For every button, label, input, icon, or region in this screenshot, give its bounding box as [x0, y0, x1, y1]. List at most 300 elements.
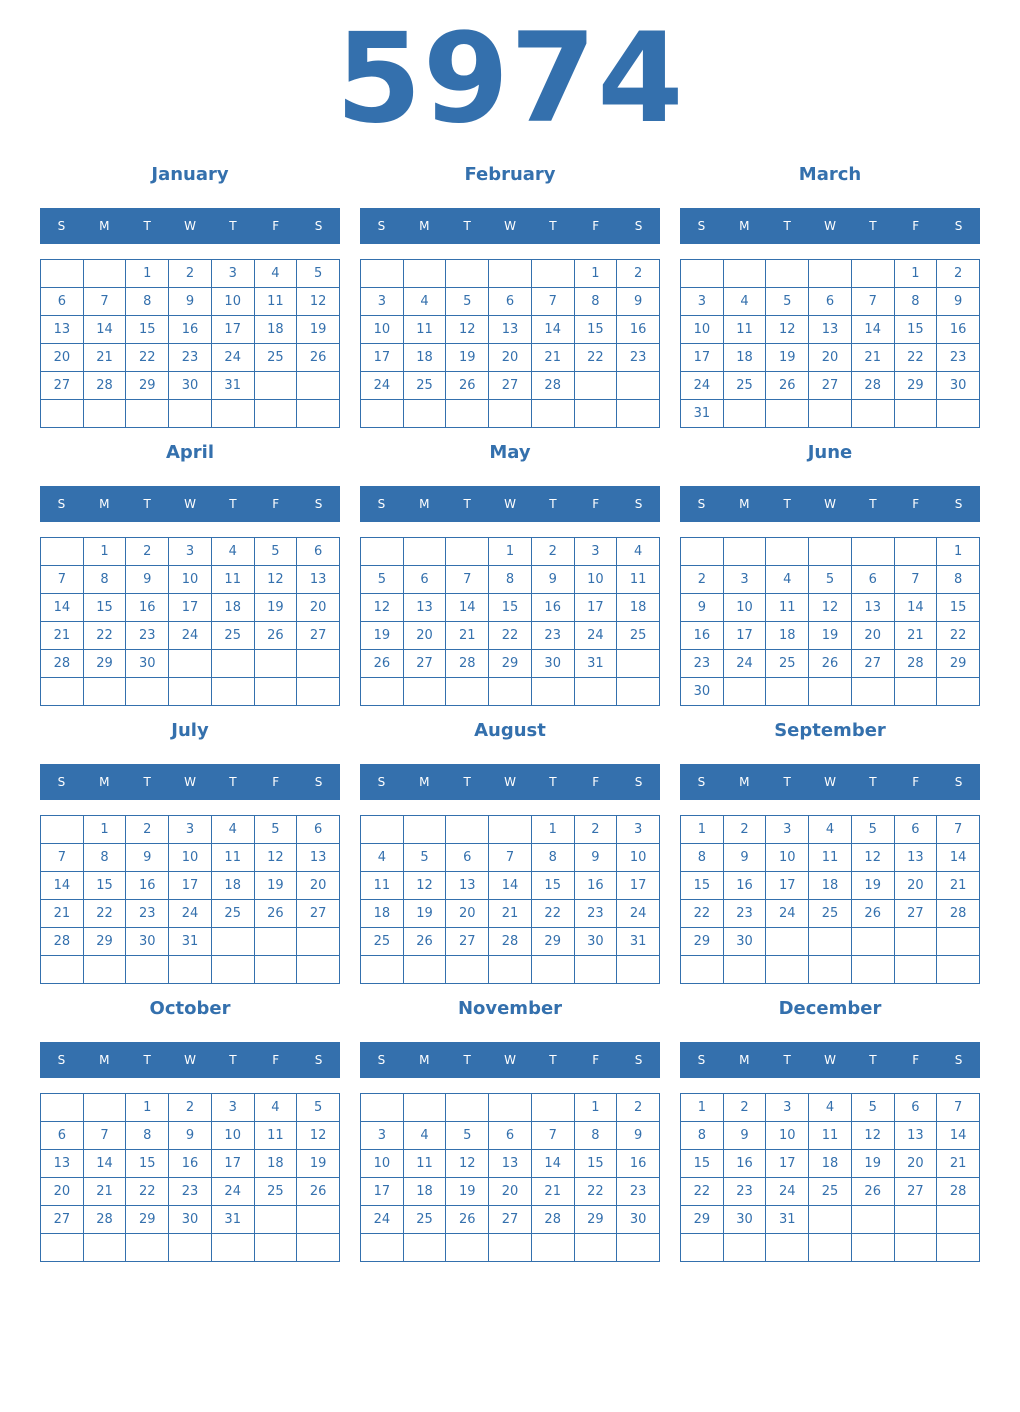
day-cell: 9 [617, 288, 660, 316]
empty-cell [617, 650, 660, 678]
day-cell: 19 [297, 1150, 340, 1178]
day-cell: 15 [575, 1150, 618, 1178]
empty-cell [297, 678, 340, 706]
day-cell: 25 [766, 650, 809, 678]
month-name: October [149, 998, 231, 1019]
weekday-label: W [824, 1053, 836, 1067]
day-cell: 2 [126, 538, 169, 566]
day-cell: 5 [255, 538, 298, 566]
day-cell: 26 [255, 900, 298, 928]
day-cell: 21 [84, 1178, 127, 1206]
day-cell: 6 [895, 1094, 938, 1122]
day-cell: 17 [575, 594, 618, 622]
month-name: September [774, 720, 886, 741]
empty-cell [766, 400, 809, 428]
day-cell: 9 [575, 844, 618, 872]
day-cell: 4 [809, 816, 852, 844]
month-name: February [464, 164, 556, 185]
weekday-label: W [504, 775, 516, 789]
weekday-label: S [954, 497, 963, 511]
empty-cell [361, 1234, 404, 1262]
day-cell: 10 [766, 1122, 809, 1150]
day-cell: 24 [766, 900, 809, 928]
empty-cell [212, 650, 255, 678]
empty-cell [212, 400, 255, 428]
day-cell: 5 [404, 844, 447, 872]
empty-cell [212, 928, 255, 956]
weekday-label: W [824, 497, 836, 511]
day-cell: 13 [809, 316, 852, 344]
day-cell: 24 [361, 372, 404, 400]
month-name: December [778, 998, 882, 1019]
empty-cell [766, 260, 809, 288]
weekday-label: T [229, 775, 237, 789]
day-cell: 15 [84, 594, 127, 622]
weekday-label: M [419, 1053, 430, 1067]
empty-cell [169, 956, 212, 984]
day-cell: 5 [766, 288, 809, 316]
day-cell: 29 [575, 1206, 618, 1234]
day-cell: 18 [212, 872, 255, 900]
empty-cell [255, 372, 298, 400]
day-cell: 28 [41, 928, 84, 956]
day-cell: 14 [532, 1150, 575, 1178]
day-cell: 23 [937, 344, 980, 372]
empty-cell [446, 956, 489, 984]
weekday-header [40, 208, 340, 244]
day-cell: 8 [489, 566, 532, 594]
day-cell: 1 [575, 1094, 618, 1122]
day-cell: 15 [84, 872, 127, 900]
weekday-label: F [272, 775, 280, 789]
day-cell: 15 [489, 594, 532, 622]
weekday-label: F [272, 497, 280, 511]
day-cell: 17 [681, 344, 724, 372]
day-cell: 10 [169, 844, 212, 872]
empty-cell [361, 678, 404, 706]
day-cell: 25 [361, 928, 404, 956]
day-cell: 12 [297, 288, 340, 316]
day-cell: 30 [681, 678, 724, 706]
year-title: 5974 [335, 7, 685, 151]
day-cell: 25 [212, 900, 255, 928]
day-cell: 2 [126, 816, 169, 844]
day-cell: 21 [446, 622, 489, 650]
day-cell: 3 [212, 1094, 255, 1122]
day-cell: 27 [895, 1178, 938, 1206]
month-name: January [151, 164, 229, 185]
weekday-label: T [783, 775, 791, 789]
day-cell: 22 [489, 622, 532, 650]
empty-cell [852, 1206, 895, 1234]
empty-cell [41, 816, 84, 844]
empty-cell [361, 816, 404, 844]
day-cell: 2 [724, 816, 767, 844]
empty-cell [297, 1234, 340, 1262]
day-cell: 24 [361, 1206, 404, 1234]
day-cell: 8 [575, 288, 618, 316]
weekday-label: S [314, 1053, 323, 1067]
day-cell: 23 [532, 622, 575, 650]
weekday-label: S [57, 219, 66, 233]
weekday-header [360, 764, 660, 800]
weekday-header [40, 486, 340, 522]
day-cell: 7 [41, 566, 84, 594]
empty-cell [489, 260, 532, 288]
day-cell: 8 [84, 844, 127, 872]
empty-cell [126, 400, 169, 428]
day-cell: 22 [84, 900, 127, 928]
month-name: August [474, 720, 546, 741]
day-cell: 28 [937, 900, 980, 928]
day-cell: 28 [446, 650, 489, 678]
day-cell: 13 [446, 872, 489, 900]
empty-cell [489, 956, 532, 984]
empty-cell [766, 956, 809, 984]
day-cell: 5 [852, 1094, 895, 1122]
empty-cell [766, 928, 809, 956]
day-cell: 10 [169, 566, 212, 594]
day-cell: 10 [212, 288, 255, 316]
weekday-label: T [869, 219, 877, 233]
weekday-label: M [419, 497, 430, 511]
day-cell: 6 [489, 288, 532, 316]
day-cell: 31 [169, 928, 212, 956]
day-cell: 27 [297, 622, 340, 650]
day-cell: 16 [575, 872, 618, 900]
day-cell: 18 [809, 1150, 852, 1178]
day-cell: 28 [532, 372, 575, 400]
day-cell: 11 [724, 316, 767, 344]
day-cell: 2 [724, 1094, 767, 1122]
empty-cell [681, 260, 724, 288]
day-cell: 15 [126, 316, 169, 344]
day-cell: 7 [895, 566, 938, 594]
day-cell: 21 [937, 1150, 980, 1178]
day-cell: 31 [681, 400, 724, 428]
day-cell: 16 [724, 872, 767, 900]
day-cell: 23 [169, 1178, 212, 1206]
day-cell: 3 [724, 566, 767, 594]
day-cell: 20 [489, 1178, 532, 1206]
day-cell: 20 [852, 622, 895, 650]
weekday-label: S [697, 775, 706, 789]
weekday-label: T [549, 497, 557, 511]
day-cell: 28 [532, 1206, 575, 1234]
empty-cell [255, 928, 298, 956]
day-cell: 14 [937, 844, 980, 872]
day-cell: 19 [404, 900, 447, 928]
weekday-label: S [954, 775, 963, 789]
day-cell: 27 [809, 372, 852, 400]
day-cell: 29 [681, 928, 724, 956]
day-grid [40, 815, 340, 984]
day-cell: 16 [126, 872, 169, 900]
empty-cell [937, 678, 980, 706]
day-cell: 29 [84, 928, 127, 956]
day-cell: 22 [84, 622, 127, 650]
day-grid [360, 815, 660, 984]
month-name: May [489, 442, 531, 463]
day-cell: 13 [297, 566, 340, 594]
empty-cell [617, 1234, 660, 1262]
weekday-label: T [869, 497, 877, 511]
day-cell: 12 [766, 316, 809, 344]
day-cell: 11 [255, 1122, 298, 1150]
day-cell: 16 [617, 1150, 660, 1178]
day-cell: 3 [766, 1094, 809, 1122]
empty-cell [361, 400, 404, 428]
day-cell: 22 [575, 1178, 618, 1206]
month-name: April [165, 442, 215, 463]
weekday-header [360, 486, 660, 522]
empty-cell [617, 400, 660, 428]
day-cell: 30 [126, 650, 169, 678]
weekday-label: T [783, 219, 791, 233]
day-cell: 12 [852, 844, 895, 872]
day-cell: 24 [724, 650, 767, 678]
empty-cell [446, 400, 489, 428]
day-cell: 15 [681, 1150, 724, 1178]
day-cell: 11 [809, 844, 852, 872]
day-cell: 15 [895, 316, 938, 344]
day-cell: 26 [852, 900, 895, 928]
empty-cell [724, 1234, 767, 1262]
empty-cell [446, 1234, 489, 1262]
empty-cell [84, 400, 127, 428]
empty-cell [404, 1094, 447, 1122]
day-cell: 15 [575, 316, 618, 344]
weekday-label: S [634, 497, 643, 511]
weekday-label: T [549, 219, 557, 233]
day-cell: 5 [361, 566, 404, 594]
empty-cell [724, 400, 767, 428]
empty-cell [532, 1094, 575, 1122]
day-cell: 20 [41, 344, 84, 372]
empty-cell [681, 1234, 724, 1262]
day-cell: 16 [169, 316, 212, 344]
weekday-label: F [912, 1053, 920, 1067]
day-cell: 21 [532, 344, 575, 372]
day-cell: 23 [617, 1178, 660, 1206]
weekday-label: T [549, 1053, 557, 1067]
day-cell: 26 [404, 928, 447, 956]
day-cell: 20 [297, 594, 340, 622]
empty-cell [41, 538, 84, 566]
empty-cell [84, 956, 127, 984]
day-cell: 23 [724, 1178, 767, 1206]
day-cell: 31 [575, 650, 618, 678]
empty-cell [575, 372, 618, 400]
day-cell: 29 [895, 372, 938, 400]
weekday-header [680, 1042, 980, 1078]
weekday-label: S [634, 1053, 643, 1067]
day-cell: 13 [404, 594, 447, 622]
day-grid [680, 537, 980, 706]
empty-cell [724, 956, 767, 984]
day-cell: 29 [681, 1206, 724, 1234]
day-cell: 24 [575, 622, 618, 650]
day-cell: 6 [852, 566, 895, 594]
day-grid [40, 259, 340, 428]
day-cell: 24 [766, 1178, 809, 1206]
day-cell: 14 [84, 1150, 127, 1178]
day-cell: 3 [681, 288, 724, 316]
weekday-label: S [57, 497, 66, 511]
day-cell: 17 [361, 1178, 404, 1206]
weekday-label: T [463, 497, 471, 511]
day-cell: 16 [724, 1150, 767, 1178]
weekday-label: T [229, 1053, 237, 1067]
weekday-label: T [143, 219, 151, 233]
day-cell: 4 [361, 844, 404, 872]
day-cell: 19 [361, 622, 404, 650]
empty-cell [255, 678, 298, 706]
day-cell: 19 [255, 872, 298, 900]
day-cell: 24 [212, 1178, 255, 1206]
empty-cell [575, 400, 618, 428]
day-cell: 18 [404, 1178, 447, 1206]
day-cell: 6 [895, 816, 938, 844]
weekday-header [40, 764, 340, 800]
day-cell: 17 [212, 316, 255, 344]
day-cell: 7 [41, 844, 84, 872]
day-cell: 4 [255, 260, 298, 288]
empty-cell [724, 260, 767, 288]
day-cell: 24 [617, 900, 660, 928]
day-cell: 16 [126, 594, 169, 622]
day-cell: 20 [809, 344, 852, 372]
day-cell: 17 [361, 344, 404, 372]
day-cell: 6 [446, 844, 489, 872]
empty-cell [361, 956, 404, 984]
day-cell: 24 [169, 622, 212, 650]
day-cell: 4 [766, 566, 809, 594]
day-cell: 18 [212, 594, 255, 622]
day-cell: 28 [41, 650, 84, 678]
day-cell: 19 [766, 344, 809, 372]
day-cell: 1 [84, 816, 127, 844]
day-cell: 12 [255, 844, 298, 872]
weekday-label: S [954, 219, 963, 233]
day-cell: 6 [404, 566, 447, 594]
day-cell: 13 [41, 1150, 84, 1178]
empty-cell [404, 678, 447, 706]
weekday-label: M [419, 219, 430, 233]
empty-cell [617, 372, 660, 400]
day-cell: 28 [489, 928, 532, 956]
empty-cell [361, 538, 404, 566]
day-cell: 4 [809, 1094, 852, 1122]
empty-cell [617, 956, 660, 984]
day-cell: 26 [852, 1178, 895, 1206]
day-cell: 5 [297, 1094, 340, 1122]
day-cell: 9 [617, 1122, 660, 1150]
day-cell: 2 [575, 816, 618, 844]
empty-cell [489, 816, 532, 844]
day-cell: 28 [84, 1206, 127, 1234]
day-cell: 26 [255, 622, 298, 650]
weekday-label: S [314, 497, 323, 511]
day-cell: 24 [681, 372, 724, 400]
weekday-label: T [463, 775, 471, 789]
empty-cell [41, 400, 84, 428]
weekday-label: S [697, 1053, 706, 1067]
weekday-label: M [419, 775, 430, 789]
weekday-label: F [592, 1053, 600, 1067]
day-cell: 6 [41, 288, 84, 316]
empty-cell [617, 678, 660, 706]
day-cell: 22 [895, 344, 938, 372]
day-cell: 14 [41, 594, 84, 622]
empty-cell [532, 260, 575, 288]
day-cell: 12 [852, 1122, 895, 1150]
empty-cell [169, 1234, 212, 1262]
empty-cell [41, 678, 84, 706]
weekday-label: S [377, 497, 386, 511]
day-cell: 9 [126, 844, 169, 872]
day-cell: 29 [937, 650, 980, 678]
empty-cell [446, 1094, 489, 1122]
day-cell: 14 [852, 316, 895, 344]
month-name: March [798, 164, 862, 185]
day-cell: 17 [169, 594, 212, 622]
day-cell: 13 [297, 844, 340, 872]
day-cell: 17 [766, 1150, 809, 1178]
weekday-label: W [504, 497, 516, 511]
weekday-label: T [463, 219, 471, 233]
empty-cell [895, 1234, 938, 1262]
day-grid [360, 1093, 660, 1262]
day-cell: 4 [255, 1094, 298, 1122]
day-cell: 9 [724, 1122, 767, 1150]
day-cell: 18 [766, 622, 809, 650]
day-grid [360, 537, 660, 706]
day-cell: 8 [895, 288, 938, 316]
day-cell: 10 [766, 844, 809, 872]
day-cell: 2 [937, 260, 980, 288]
day-cell: 24 [169, 900, 212, 928]
weekday-label: F [592, 497, 600, 511]
empty-cell [575, 956, 618, 984]
day-cell: 1 [489, 538, 532, 566]
empty-cell [212, 1234, 255, 1262]
day-cell: 6 [489, 1122, 532, 1150]
empty-cell [297, 928, 340, 956]
weekday-label: S [697, 219, 706, 233]
empty-cell [809, 400, 852, 428]
day-cell: 20 [895, 1150, 938, 1178]
day-cell: 13 [41, 316, 84, 344]
day-cell: 11 [212, 844, 255, 872]
weekday-label: W [184, 775, 196, 789]
empty-cell [852, 400, 895, 428]
empty-cell [895, 678, 938, 706]
day-cell: 3 [361, 1122, 404, 1150]
day-cell: 2 [617, 1094, 660, 1122]
day-cell: 30 [169, 372, 212, 400]
day-cell: 3 [361, 288, 404, 316]
empty-cell [212, 956, 255, 984]
day-cell: 18 [724, 344, 767, 372]
empty-cell [937, 400, 980, 428]
day-cell: 19 [809, 622, 852, 650]
weekday-header [360, 1042, 660, 1078]
empty-cell [809, 928, 852, 956]
empty-cell [489, 678, 532, 706]
day-cell: 25 [809, 900, 852, 928]
day-cell: 13 [489, 316, 532, 344]
